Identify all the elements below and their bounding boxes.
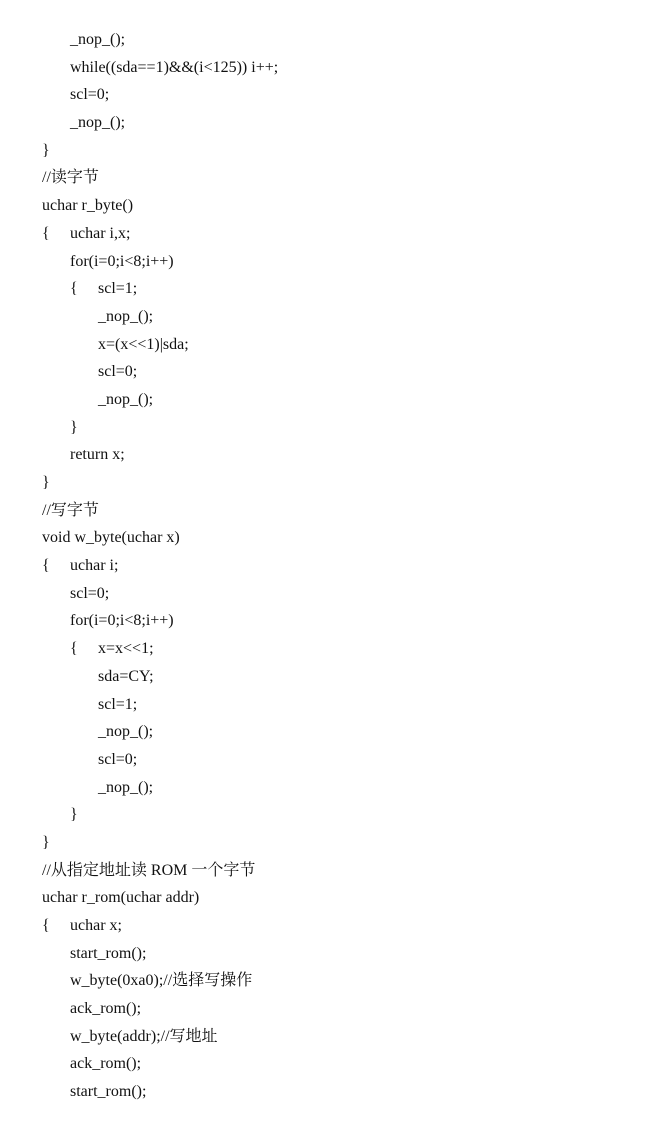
code-line: { scl=1; xyxy=(70,280,138,298)
code-line: sda=CY; xyxy=(98,667,154,685)
code-line: ack_rom(); xyxy=(70,1055,142,1073)
code-line: scl=0; xyxy=(70,86,110,104)
code-line: for(i=0;i<8;i++) xyxy=(70,252,174,270)
code-line: w_byte(0xa0);//选择写操作 xyxy=(70,972,253,990)
code-line: { uchar i,x; xyxy=(42,224,131,242)
code-line: for(i=0;i<8;i++) xyxy=(70,612,174,630)
code-line: start_rom(); xyxy=(70,944,147,962)
code-comment: //读字节 xyxy=(42,169,99,187)
code-line: } xyxy=(70,418,78,436)
code-line: start_rom(); xyxy=(70,1083,147,1101)
code-line: scl=0; xyxy=(70,584,110,602)
code-line: _nop_(); xyxy=(98,390,154,408)
code-line: scl=0; xyxy=(98,363,138,381)
code-comment: //从指定地址读 ROM 一个字节 xyxy=(42,861,256,879)
code-line: } xyxy=(42,833,50,851)
function-signature: uchar r_rom(uchar addr) xyxy=(42,889,200,907)
code-line: ack_rom(); xyxy=(70,1000,142,1018)
code-line: scl=1; xyxy=(98,695,138,713)
code-comment: //写字节 xyxy=(42,501,99,519)
code-line: } xyxy=(70,806,78,824)
function-signature: uchar r_byte() xyxy=(42,197,134,215)
code-line: { uchar i; xyxy=(42,557,119,575)
code-line: _nop_(); xyxy=(98,723,154,741)
code-line: scl=0; xyxy=(98,750,138,768)
code-line: while((sda==1)&&(i<125)) i++; xyxy=(70,58,279,76)
code-line: _nop_(); xyxy=(70,31,126,48)
code-line: _nop_(); xyxy=(98,778,154,796)
code-line: { uchar x; xyxy=(42,917,122,934)
code-line: } xyxy=(42,141,50,159)
code-line: _nop_(); xyxy=(98,307,154,325)
code-listing xyxy=(0,26,278,1106)
code-line: _nop_(); xyxy=(70,114,126,132)
code-line: return x; xyxy=(70,446,125,464)
function-signature: void w_byte(uchar x) xyxy=(42,529,180,547)
code-line: } xyxy=(42,474,50,491)
code-line: w_byte(addr);//写地址 xyxy=(70,1027,218,1045)
code-line: { x=x<<1; xyxy=(70,640,154,658)
code-line: x=(x<<1)|sda; xyxy=(98,335,189,353)
